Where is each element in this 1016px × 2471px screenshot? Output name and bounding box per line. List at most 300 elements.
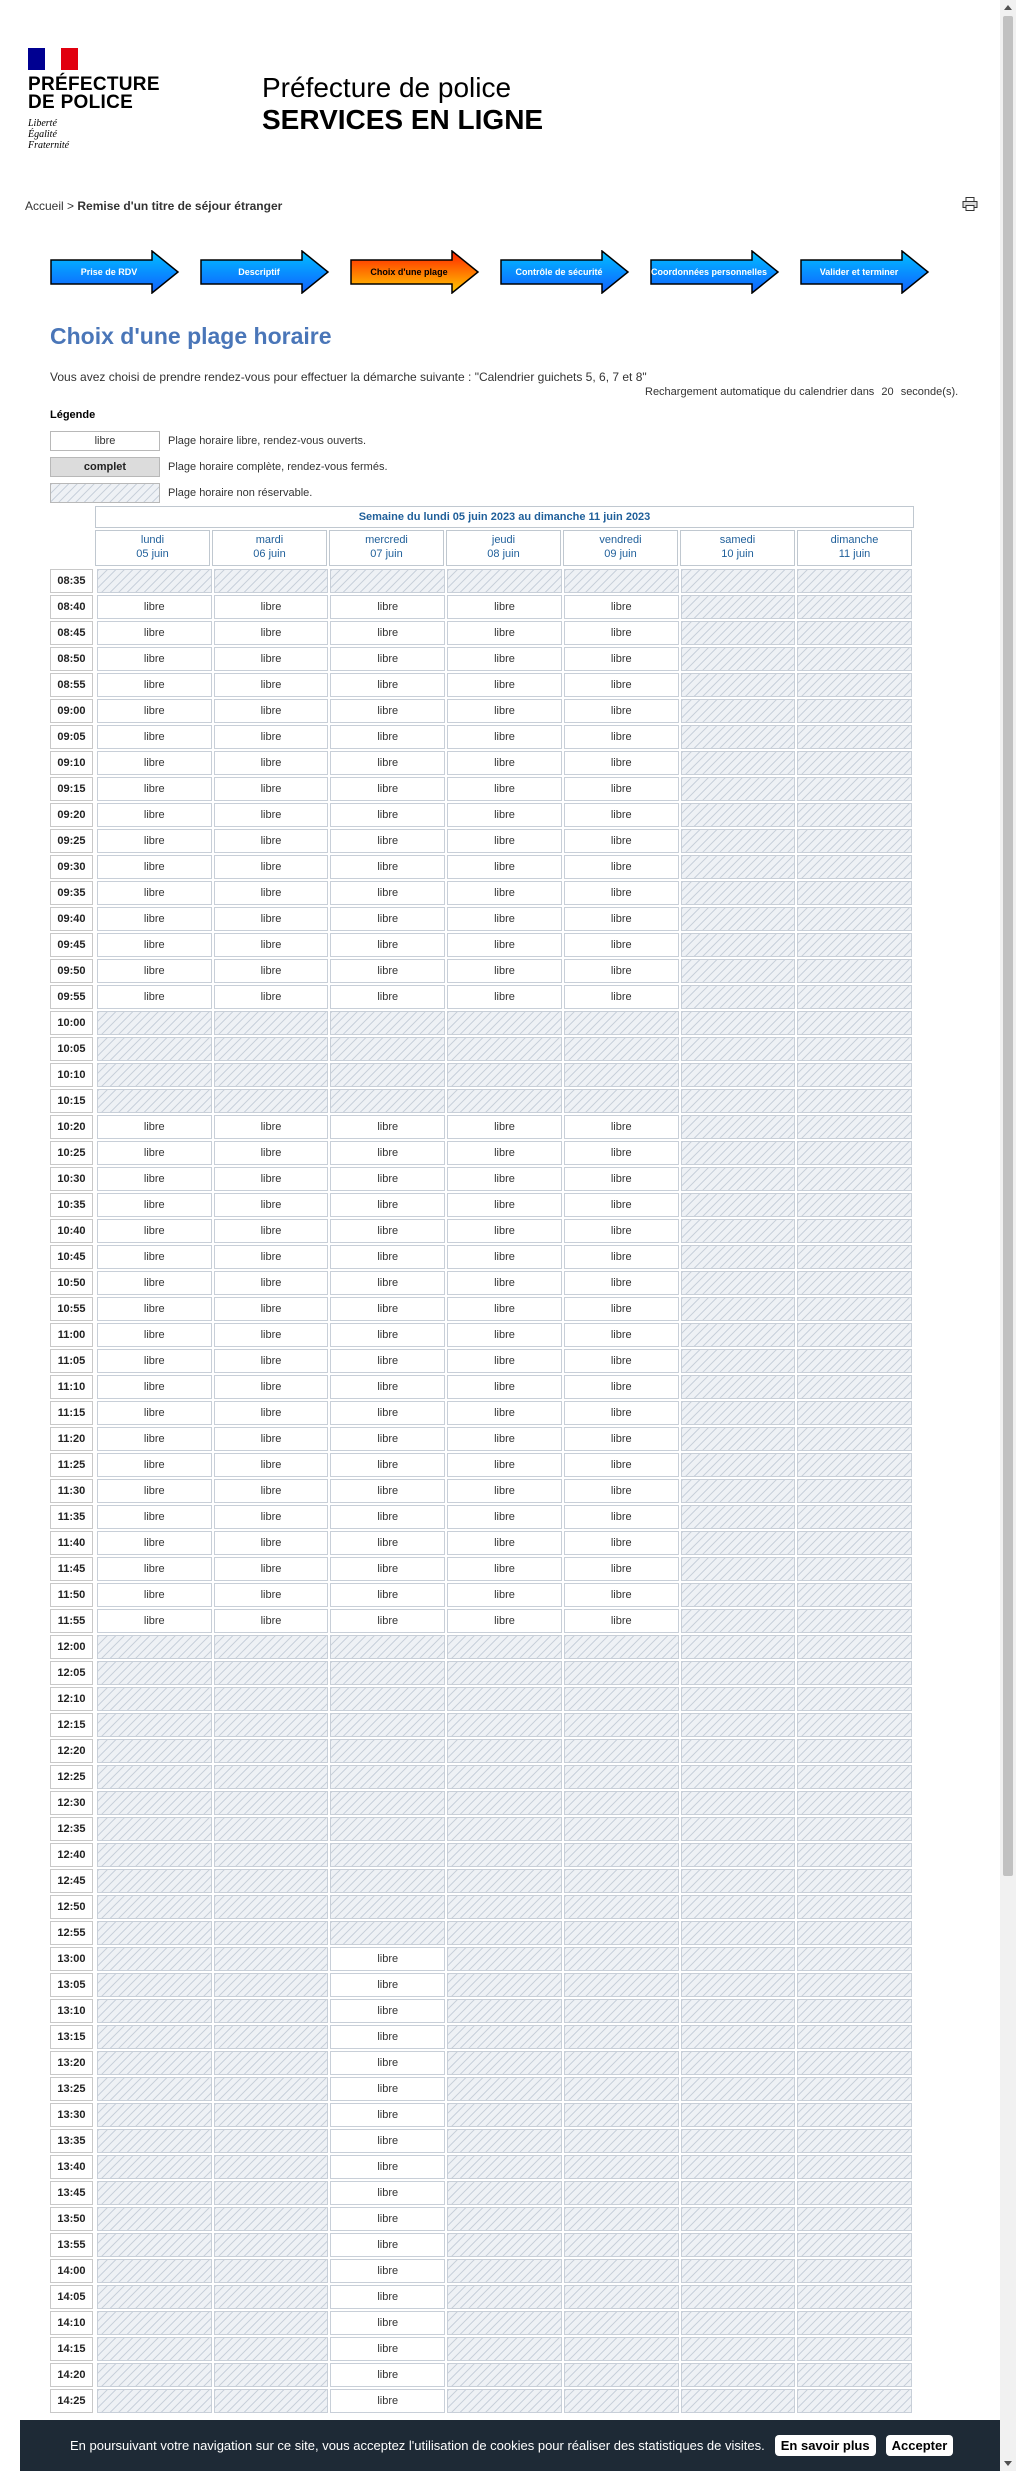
slot-free[interactable]: libre: [214, 595, 329, 619]
slot-free[interactable]: libre: [214, 777, 329, 801]
slot-free[interactable]: libre: [564, 647, 679, 671]
page-scrollbar[interactable]: [1000, 0, 1016, 2471]
site-title: [262, 72, 543, 136]
slot-unavailable: [447, 2181, 562, 2205]
slot-free[interactable]: libre: [447, 1427, 562, 1451]
slot-free[interactable]: libre: [564, 803, 679, 827]
slot-unavailable: [564, 2129, 679, 2153]
scroll-up-arrow-icon[interactable]: [1004, 5, 1012, 10]
slot-free[interactable]: libre: [564, 1427, 679, 1451]
slot-free[interactable]: libre: [447, 855, 562, 879]
scroll-down-arrow-icon[interactable]: [1004, 2461, 1012, 2466]
slot-free[interactable]: libre: [97, 1375, 212, 1399]
slot-free[interactable]: libre: [214, 907, 329, 931]
slot-free[interactable]: libre: [214, 1323, 329, 1347]
slot-free[interactable]: libre: [97, 803, 212, 827]
slot-unavailable: [797, 2155, 912, 2179]
slot-free[interactable]: libre: [330, 1219, 445, 1243]
slot-free[interactable]: libre: [447, 751, 562, 775]
day-date: 08 juin: [487, 548, 520, 560]
slot-unavailable: [214, 2207, 329, 2231]
slot-unavailable: [681, 647, 796, 671]
slot-free[interactable]: libre: [330, 1609, 445, 1633]
scroll-thumb[interactable]: [1003, 16, 1013, 1876]
slot-free[interactable]: libre: [97, 1297, 212, 1321]
slot-free[interactable]: libre: [330, 1427, 445, 1451]
slot-row: [50, 697, 914, 723]
slot-free[interactable]: libre: [330, 2181, 445, 2205]
slot-free[interactable]: libre: [330, 2363, 445, 2387]
slot-free[interactable]: libre: [447, 881, 562, 905]
slot-free[interactable]: libre: [447, 933, 562, 957]
slot-free[interactable]: libre: [330, 673, 445, 697]
slot-free[interactable]: libre: [447, 803, 562, 827]
intro-text: Vous avez choisi de prendre rendez-vous pour effectuer la démarche suivante : "Calendrier guichets 5, 6, 7 et 8": [50, 370, 647, 384]
slot-free[interactable]: libre: [447, 1375, 562, 1399]
slot-free[interactable]: libre: [564, 1245, 679, 1269]
slot-unavailable: [681, 1245, 796, 1269]
slot-free[interactable]: libre: [564, 725, 679, 749]
time-label: 13:05: [50, 1973, 93, 1997]
slot-free[interactable]: libre: [447, 699, 562, 723]
slot-free[interactable]: libre: [330, 621, 445, 645]
slot-free[interactable]: libre: [97, 673, 212, 697]
slot-free[interactable]: libre: [447, 1609, 562, 1633]
slot-free[interactable]: libre: [330, 1375, 445, 1399]
slot-unavailable: [214, 1011, 329, 1035]
slot-free[interactable]: libre: [330, 647, 445, 671]
slot-free[interactable]: libre: [330, 1193, 445, 1217]
slot-free[interactable]: libre: [214, 1245, 329, 1269]
slot-free[interactable]: libre: [330, 1557, 445, 1581]
slot-free[interactable]: libre: [97, 1245, 212, 1269]
slot-unavailable: [681, 1375, 796, 1399]
slot-free[interactable]: libre: [330, 1479, 445, 1503]
slot-free[interactable]: libre: [97, 1141, 212, 1165]
slot-free[interactable]: libre: [330, 725, 445, 749]
slot-unavailable: [447, 2155, 562, 2179]
slot-free[interactable]: libre: [97, 855, 212, 879]
slot-free[interactable]: libre: [330, 829, 445, 853]
slot-free[interactable]: libre: [447, 1271, 562, 1295]
slot-free[interactable]: libre: [330, 2285, 445, 2309]
slot-free[interactable]: libre: [564, 1401, 679, 1425]
slot-free[interactable]: libre: [564, 1323, 679, 1347]
slot-unavailable: [681, 881, 796, 905]
slot-free[interactable]: libre: [564, 907, 679, 931]
slot-free[interactable]: libre: [214, 1609, 329, 1633]
slot-free[interactable]: libre: [564, 1557, 679, 1581]
slot-unavailable: [797, 2077, 912, 2101]
slot-free[interactable]: libre: [214, 803, 329, 827]
slot-free[interactable]: libre: [330, 881, 445, 905]
slot-free[interactable]: libre: [447, 985, 562, 1009]
slot-unavailable: [797, 2285, 912, 2309]
slot-free[interactable]: libre: [97, 1349, 212, 1373]
slot-free[interactable]: libre: [330, 2311, 445, 2335]
slot-free[interactable]: libre: [97, 1219, 212, 1243]
slot-free[interactable]: libre: [214, 1141, 329, 1165]
time-label: 09:25: [50, 829, 93, 853]
slot-free[interactable]: libre: [214, 673, 329, 697]
slot-free[interactable]: libre: [330, 1167, 445, 1191]
slot-unavailable: [564, 1661, 679, 1685]
slot-free[interactable]: libre: [97, 1583, 212, 1607]
time-label: 10:50: [50, 1271, 93, 1295]
slot-free[interactable]: libre: [97, 1453, 212, 1477]
slot-unavailable: [681, 2181, 796, 2205]
slot-free[interactable]: libre: [447, 1583, 562, 1607]
slot-unavailable: [214, 1063, 329, 1087]
slot-free[interactable]: libre: [564, 1115, 679, 1139]
slot-free[interactable]: libre: [330, 751, 445, 775]
slot-free[interactable]: libre: [447, 595, 562, 619]
slot-free[interactable]: libre: [330, 907, 445, 931]
slot-free[interactable]: libre: [447, 1479, 562, 1503]
slot-unavailable: [564, 1817, 679, 1841]
time-label: 10:40: [50, 1219, 93, 1243]
slot-free[interactable]: libre: [447, 907, 562, 931]
slot-unavailable: [97, 1869, 212, 1893]
slot-free[interactable]: libre: [330, 2077, 445, 2101]
slot-free[interactable]: libre: [214, 1479, 329, 1503]
slot-free[interactable]: libre: [564, 1167, 679, 1191]
time-label: 11:30: [50, 1479, 93, 1503]
slot-free[interactable]: libre: [564, 699, 679, 723]
slot-unavailable: [681, 1713, 796, 1737]
slot-free[interactable]: libre: [447, 1297, 562, 1321]
slot-free[interactable]: libre: [97, 881, 212, 905]
slot-unavailable: [797, 2259, 912, 2283]
slot-free[interactable]: libre: [330, 2103, 445, 2127]
time-label: 09:50: [50, 959, 93, 983]
slot-free[interactable]: libre: [330, 1271, 445, 1295]
slot-free[interactable]: libre: [447, 673, 562, 697]
slot-free[interactable]: libre: [214, 1453, 329, 1477]
printer-icon[interactable]: [962, 197, 978, 211]
slot-free[interactable]: libre: [214, 829, 329, 853]
time-label: 10:10: [50, 1063, 93, 1087]
slot-free[interactable]: libre: [97, 959, 212, 983]
prefecture-logo[interactable]: [28, 48, 158, 151]
slot-free[interactable]: libre: [214, 621, 329, 645]
slot-free[interactable]: libre: [447, 1323, 562, 1347]
slot-free[interactable]: libre: [214, 1193, 329, 1217]
slot-free[interactable]: libre: [564, 751, 679, 775]
slot-free[interactable]: libre: [330, 1323, 445, 1347]
time-label: 08:40: [50, 595, 93, 619]
slot-free[interactable]: libre: [97, 1427, 212, 1451]
slot-unavailable: [797, 2207, 912, 2231]
slot-unavailable: [564, 1973, 679, 1997]
slot-free[interactable]: libre: [330, 1999, 445, 2023]
slot-free[interactable]: libre: [214, 1531, 329, 1555]
slot-free[interactable]: libre: [214, 1427, 329, 1451]
slot-free[interactable]: libre: [214, 1401, 329, 1425]
slot-unavailable: [797, 1609, 912, 1633]
slot-unavailable: [681, 1297, 796, 1321]
slot-free[interactable]: libre: [564, 1375, 679, 1399]
slot-free[interactable]: libre: [564, 933, 679, 957]
slot-row: [50, 983, 914, 1009]
step-6[interactable]: [800, 250, 930, 294]
slot-free[interactable]: libre: [447, 1245, 562, 1269]
slot-free[interactable]: libre: [97, 621, 212, 645]
slot-unavailable: [97, 1765, 212, 1789]
slot-free[interactable]: libre: [564, 1219, 679, 1243]
slot-free[interactable]: libre: [214, 1505, 329, 1529]
slot-free[interactable]: libre: [214, 699, 329, 723]
slot-free[interactable]: libre: [447, 1349, 562, 1373]
time-label: 09:30: [50, 855, 93, 879]
step-4[interactable]: [500, 250, 630, 294]
slot-free[interactable]: libre: [214, 1167, 329, 1191]
slot-free[interactable]: libre: [214, 725, 329, 749]
slot-free[interactable]: libre: [330, 699, 445, 723]
time-label: 09:35: [50, 881, 93, 905]
slot-free[interactable]: libre: [97, 933, 212, 957]
slot-free[interactable]: libre: [214, 959, 329, 983]
slot-free[interactable]: libre: [97, 1479, 212, 1503]
slot-free[interactable]: libre: [447, 1453, 562, 1477]
slot-free[interactable]: libre: [330, 1141, 445, 1165]
slot-free[interactable]: libre: [564, 829, 679, 853]
slot-free[interactable]: libre: [564, 1531, 679, 1555]
slot-free[interactable]: libre: [447, 1115, 562, 1139]
slot-free[interactable]: libre: [330, 2337, 445, 2361]
slot-free[interactable]: libre: [97, 907, 212, 931]
slot-free[interactable]: libre: [330, 1973, 445, 1997]
slot-unavailable: [564, 1869, 679, 1893]
slot-free[interactable]: libre: [97, 1271, 212, 1295]
step-3[interactable]: [350, 250, 480, 294]
slot-free[interactable]: libre: [447, 1219, 562, 1243]
slot-free[interactable]: libre: [97, 1401, 212, 1425]
slot-free[interactable]: libre: [447, 829, 562, 853]
slot-free[interactable]: libre: [564, 1583, 679, 1607]
slot-row: [50, 723, 914, 749]
slot-free[interactable]: libre: [214, 1219, 329, 1243]
breadcrumb-current: Remise d'un titre de séjour étranger: [77, 199, 283, 213]
slot-free[interactable]: libre: [330, 2129, 445, 2153]
slot-unavailable: [797, 1921, 912, 1945]
slot-free[interactable]: libre: [564, 1505, 679, 1529]
step-label: Coordonnées personnelles: [650, 267, 768, 277]
slot-unavailable: [681, 2025, 796, 2049]
breadcrumb-home-link[interactable]: Accueil: [25, 199, 64, 213]
slot-free[interactable]: libre: [447, 725, 562, 749]
slot-free[interactable]: libre: [97, 1609, 212, 1633]
slot-unavailable: [447, 2129, 562, 2153]
slot-unavailable: [797, 1375, 912, 1399]
slot-free[interactable]: libre: [564, 985, 679, 1009]
slot-row: [50, 2179, 914, 2205]
slot-free[interactable]: libre: [97, 1115, 212, 1139]
step-2[interactable]: [200, 250, 330, 294]
slot-free[interactable]: libre: [330, 777, 445, 801]
step-5[interactable]: [650, 250, 780, 294]
slot-free[interactable]: libre: [447, 1141, 562, 1165]
slot-free[interactable]: libre: [330, 1583, 445, 1607]
slot-free[interactable]: libre: [214, 1583, 329, 1607]
slot-unavailable: [681, 1479, 796, 1503]
slot-free[interactable]: libre: [447, 1531, 562, 1555]
slot-unavailable: [681, 1817, 796, 1841]
slot-unavailable: [97, 1713, 212, 1737]
slot-unavailable: [797, 2103, 912, 2127]
slot-free[interactable]: libre: [330, 1531, 445, 1555]
slot-free[interactable]: libre: [564, 1609, 679, 1633]
time-label: 12:05: [50, 1661, 93, 1685]
day-date: 09 juin: [604, 548, 637, 560]
slot-free[interactable]: libre: [214, 1375, 329, 1399]
slot-free[interactable]: libre: [564, 673, 679, 697]
slot-unavailable: [681, 699, 796, 723]
slot-free[interactable]: libre: [330, 1401, 445, 1425]
slot-free[interactable]: libre: [564, 1453, 679, 1477]
week-header: Semaine du lundi 05 juin 2023 au dimanche 11 juin 2023: [95, 506, 914, 528]
slot-free[interactable]: libre: [330, 2155, 445, 2179]
slot-free[interactable]: libre: [214, 1349, 329, 1373]
slot-free[interactable]: libre: [97, 1323, 212, 1347]
slot-unavailable: [681, 829, 796, 853]
slot-free[interactable]: libre: [330, 1297, 445, 1321]
slot-free[interactable]: libre: [564, 595, 679, 619]
slot-free[interactable]: libre: [97, 647, 212, 671]
slot-unavailable: [797, 1791, 912, 1815]
slot-free[interactable]: libre: [97, 751, 212, 775]
slot-unavailable: [564, 1011, 679, 1035]
slot-row: [50, 1763, 914, 1789]
slot-free[interactable]: libre: [214, 1297, 329, 1321]
slot-free[interactable]: libre: [330, 595, 445, 619]
slot-free[interactable]: libre: [330, 1245, 445, 1269]
slot-free[interactable]: libre: [330, 1453, 445, 1477]
slot-unavailable: [214, 2337, 329, 2361]
cookie-accept-button[interactable]: Accepter: [886, 2435, 954, 2456]
slot-free[interactable]: libre: [447, 1193, 562, 1217]
slot-free[interactable]: libre: [97, 1531, 212, 1555]
slot-unavailable: [330, 1895, 445, 1919]
slot-free[interactable]: libre: [447, 1167, 562, 1191]
day-name: samedi: [719, 534, 756, 546]
slot-free[interactable]: libre: [214, 751, 329, 775]
slot-free[interactable]: libre: [564, 777, 679, 801]
slot-free[interactable]: libre: [214, 855, 329, 879]
slot-free[interactable]: libre: [214, 933, 329, 957]
slot-unavailable: [681, 1895, 796, 1919]
slot-unavailable: [564, 2181, 679, 2205]
slot-free[interactable]: libre: [214, 647, 329, 671]
slot-unavailable: [214, 1947, 329, 1971]
slot-free[interactable]: libre: [564, 959, 679, 983]
slot-free[interactable]: libre: [330, 1947, 445, 1971]
slot-free[interactable]: libre: [214, 1557, 329, 1581]
slot-free[interactable]: libre: [447, 621, 562, 645]
cookie-more-button[interactable]: En savoir plus: [775, 2435, 876, 2456]
slot-free[interactable]: libre: [330, 1115, 445, 1139]
slot-free[interactable]: libre: [564, 1349, 679, 1373]
slot-free[interactable]: libre: [97, 595, 212, 619]
slot-free[interactable]: libre: [330, 933, 445, 957]
slot-free[interactable]: libre: [214, 1271, 329, 1295]
slot-unavailable: [797, 1687, 912, 1711]
slot-free[interactable]: libre: [97, 1505, 212, 1529]
slot-unavailable: [681, 2129, 796, 2153]
slot-free[interactable]: libre: [447, 1557, 562, 1581]
slot-free[interactable]: libre: [97, 829, 212, 853]
slot-free[interactable]: libre: [447, 959, 562, 983]
slot-unavailable: [97, 569, 212, 593]
slot-free[interactable]: libre: [564, 621, 679, 645]
slot-unavailable: [447, 569, 562, 593]
slot-free[interactable]: libre: [214, 985, 329, 1009]
slot-free[interactable]: libre: [97, 777, 212, 801]
slot-unavailable: [564, 2337, 679, 2361]
slot-free[interactable]: libre: [330, 2207, 445, 2231]
slot-unavailable: [681, 777, 796, 801]
day-date: 10 juin: [721, 548, 754, 560]
step-1[interactable]: [50, 250, 180, 294]
slot-free[interactable]: libre: [97, 1557, 212, 1581]
slot-free[interactable]: libre: [330, 2025, 445, 2049]
slot-free[interactable]: libre: [564, 881, 679, 905]
slot-unavailable: [681, 1323, 796, 1347]
slot-free[interactable]: libre: [97, 725, 212, 749]
slot-free[interactable]: libre: [564, 1297, 679, 1321]
slot-free[interactable]: libre: [330, 2259, 445, 2283]
slot-free[interactable]: libre: [97, 699, 212, 723]
slot-free[interactable]: libre: [330, 985, 445, 1009]
slot-free[interactable]: libre: [330, 2233, 445, 2257]
slot-unavailable: [797, 907, 912, 931]
slot-free[interactable]: libre: [97, 1193, 212, 1217]
slot-free[interactable]: libre: [330, 959, 445, 983]
slot-free[interactable]: libre: [330, 803, 445, 827]
slot-free[interactable]: libre: [564, 1193, 679, 1217]
slot-free[interactable]: libre: [564, 1479, 679, 1503]
slot-free[interactable]: libre: [447, 777, 562, 801]
time-label: 08:55: [50, 673, 93, 697]
slot-free[interactable]: libre: [564, 1271, 679, 1295]
slot-unavailable: [447, 2025, 562, 2049]
motto-liberte: Liberté: [28, 118, 57, 129]
slot-free[interactable]: libre: [330, 2389, 445, 2413]
slot-unavailable: [447, 1817, 562, 1841]
slot-free[interactable]: libre: [97, 985, 212, 1009]
slot-free[interactable]: libre: [447, 1401, 562, 1425]
slot-free[interactable]: libre: [564, 855, 679, 879]
slot-free[interactable]: libre: [330, 2051, 445, 2075]
slot-unavailable: [681, 2077, 796, 2101]
slot-unavailable: [797, 1739, 912, 1763]
slot-free[interactable]: libre: [330, 855, 445, 879]
slot-row: [50, 1321, 914, 1347]
slot-free[interactable]: libre: [97, 1167, 212, 1191]
slot-unavailable: [97, 1843, 212, 1867]
slot-free[interactable]: libre: [214, 881, 329, 905]
slot-unavailable: [681, 751, 796, 775]
slot-free[interactable]: libre: [447, 1505, 562, 1529]
slot-unavailable: [681, 1765, 796, 1789]
marianne-flag-icon: [28, 48, 78, 70]
slot-free[interactable]: libre: [214, 1115, 329, 1139]
slot-free[interactable]: libre: [330, 1505, 445, 1529]
slot-free[interactable]: libre: [447, 647, 562, 671]
slot-row: [50, 1997, 914, 2023]
slot-free[interactable]: libre: [330, 1349, 445, 1373]
slot-free[interactable]: libre: [564, 1141, 679, 1165]
